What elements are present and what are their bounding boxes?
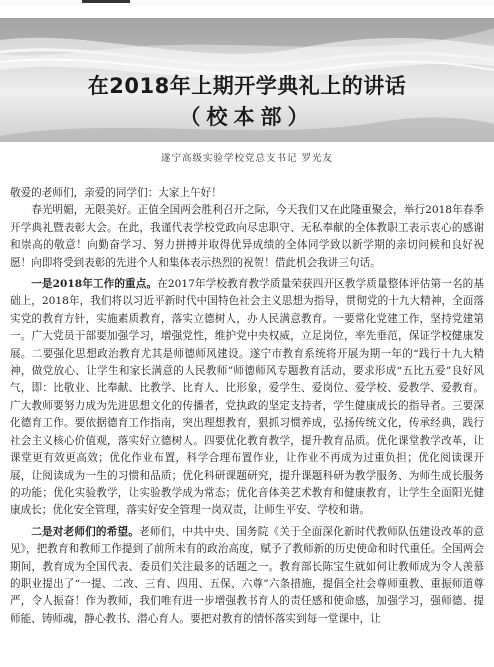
article-body	[10, 185, 484, 628]
section-1-paragraph	[10, 276, 484, 520]
header-rule	[82, 0, 130, 3]
greeting-paragraph: 敬爱的老师们，亲爱的同学们：大家上午好！	[10, 187, 222, 199]
page-title: 在2018年上期开学典礼上的讲话	[87, 74, 407, 98]
page-subtitle: （校本部）	[179, 105, 315, 129]
author-line: 遂宁高级实验学校党总支书记 罗光友	[160, 153, 334, 164]
top-strip	[0, 0, 494, 6]
section-1-heading: 一是2018年工作的重点。	[31, 278, 158, 291]
section-2-paragraph	[10, 524, 484, 628]
section-2-text: 老师们，中共中央、国务院《关于全面深化新时代教师队伍建设改革的意见》，把教育和教师工作提到了前所未有的政治高度，赋予了教师新的历史使命和时代重任。全国两会期间，教育成为全国代表、委员们关注最多的话题之一。教育部长陈宝生就如何让教师成为令人羡慕的职业提出了“一提、二改、三育、四用、五保、六尊”六条措施，提倡全社会尊师重教、重振师道尊严，令人振奋！作为教师，我们唯有进一步增强教书育人的责任感和使命感，加强学习，强师德、提师能、铸师魂，静心教书、潜心育人。要把对教育的情怀落实到每一堂课中，让	[10, 525, 484, 625]
section-1-text: 在2017年学校教育教学质量荣获四开区教学质量整体评估第一名的基础上，2018年，我们将以习近平新时代中国特色社会主义思想为指导，贯彻党的十九大精神，全面落实党的教育方针，实施素质教育，落实立德树人，办人民满意教育。一要常化党建工作，坚持党建第一。广大党员干部要加强学习，增强党性，维护党中央权威，立足岗位，率先垂范，保证学校健康发展。二要强化思想政治教育尤其是师德师风建设。遂宁市教育系统将开展为期一年的“践行十九大精神，做党放心、让学生和家长满意的人民教师”师德师风专题教育活动，要求形成“五比五爱”良好风气，即：比敬业、比奉献、比教学、比育人、比形象，爱学生、爱岗位、爱学校、爱教学、爱教育。广大教师要努力成为先进思想文化的传播者，党执政的坚定支持者，学生健康成长的指导者。三要深化德育工作。要依据德育工作指南，突出理想教育，狠抓习惯养成，弘扬传统文化，传承经典，践行社会主义核心价值观，落实好立德树人。四要优化教育教学，提升教育品质。优化课堂教学改革，让课堂更有效更高效；优化作业布置，科学合理布置作业，让作业不再成为过重负担；优化阅读课开展，让阅读成为一生的习惯和品质；优化科研课题研究，提升课题科研为教学服务、为师生成长服务的功能；优化实验教学，让实验教学成为常态；优化音体美艺术教育和健康教育，让学生全面阳光健康成长；优化安全管理，落实好安全管理一岗双责，让师生平安、学校和谐。	[10, 278, 484, 517]
section-2-heading: 二是对老师们的希望。	[31, 525, 140, 538]
intro-paragraph: 春光明媚，无限美好。正值全国两会胜利召开之际，今天我们又在此隆重聚会，举行2018年春季开学典礼暨表彰大会。在此，我谨代表学校党政向尽忠职守、无私奉献的全体教职工表示衷心的感谢和崇高的敬意！向勤奋学习、努力拼搏并取得优异成绩的全体同学致以新学期的亲切问候和良好祝愿！向即将受到表彰的先进个人和集体表示热烈的祝贺！借此机会我讲三句话。	[10, 204, 484, 269]
